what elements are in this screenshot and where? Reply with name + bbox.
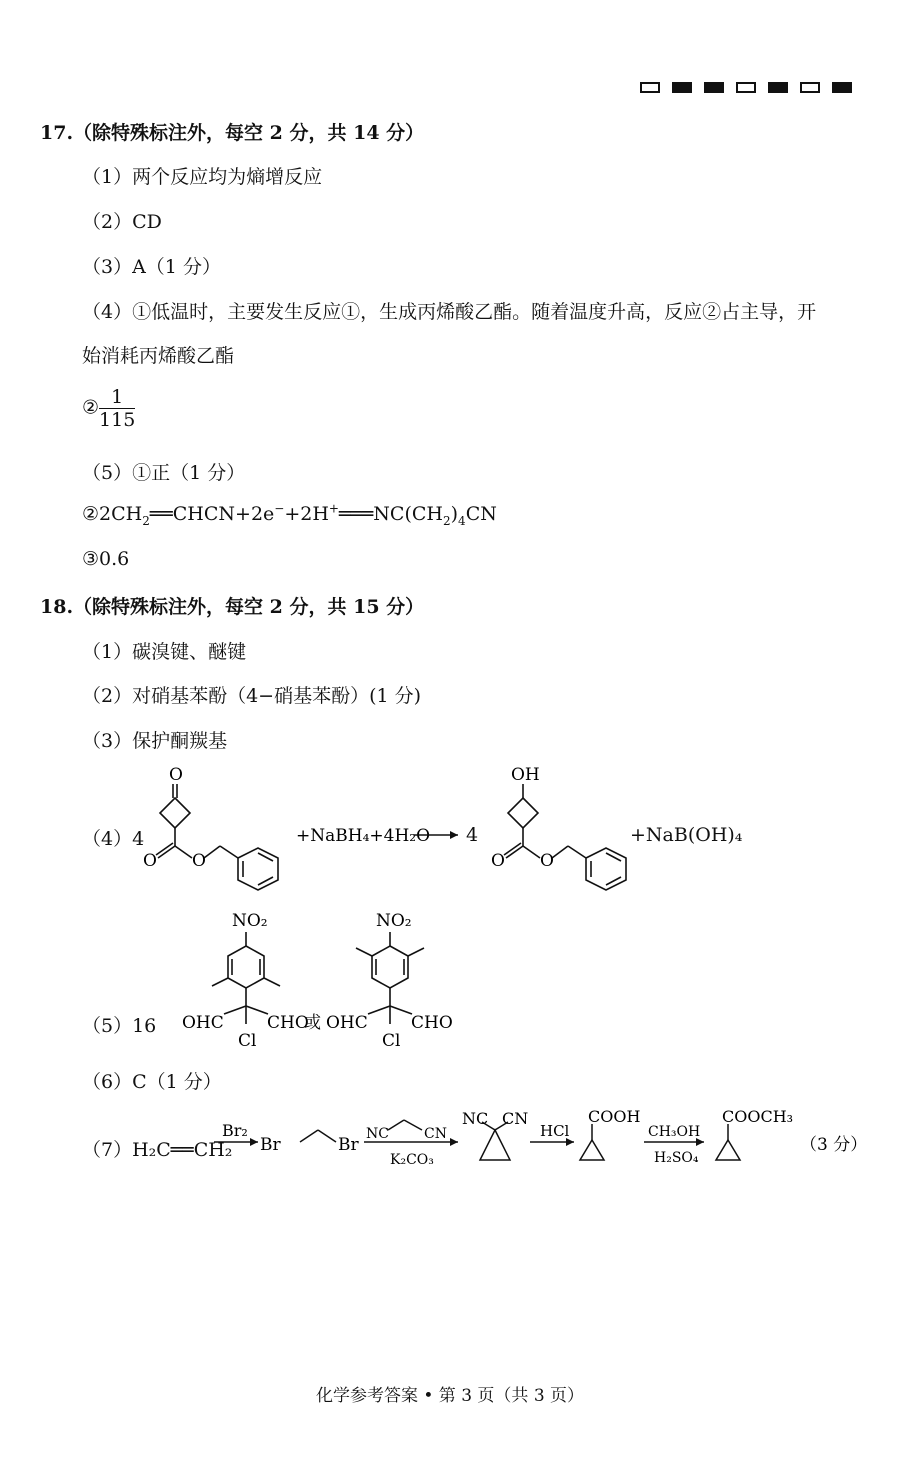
q18-answer-3: （3）保护酮羰基 bbox=[82, 730, 228, 752]
ketone-o-label: O bbox=[169, 765, 183, 785]
bromine-label: Br bbox=[260, 1135, 281, 1155]
q17-answer-3: （3）A（1 分） bbox=[82, 256, 221, 278]
reagent-hcl: HCl bbox=[540, 1122, 570, 1140]
ester-o-label: O bbox=[192, 851, 206, 871]
reagent-malononitrile-cn: CN bbox=[424, 1126, 447, 1142]
nitro-label: NO₂ bbox=[376, 911, 412, 931]
ester-label: COOCH₃ bbox=[722, 1107, 794, 1126]
q17-answer-5-2: $②2CH_2══CHCN+2e^-+2H^+═══NC(CH_2)_4CN$ bbox=[82, 501, 497, 528]
aldehyde-label: CHO bbox=[267, 1013, 309, 1033]
isomer-structures bbox=[176, 900, 472, 1060]
ester-o-label: O bbox=[143, 851, 157, 871]
q18-answer-5-label: （5）16 bbox=[82, 1015, 157, 1037]
ester-o-label: O bbox=[491, 851, 505, 871]
score-label: （3 分） bbox=[800, 1135, 868, 1155]
aldehyde-label: CHO bbox=[411, 1013, 453, 1033]
mark-empty bbox=[640, 82, 660, 93]
fraction-numerator: 1 bbox=[99, 386, 135, 409]
q17-answer-4-2 bbox=[82, 386, 135, 431]
page-footer: 化学参考答案 • 第 3 页（共 3 页） bbox=[315, 1386, 585, 1406]
cyano-label: CN bbox=[502, 1109, 529, 1128]
q17-answer-2: （2）CD bbox=[82, 211, 162, 233]
alcohol-structure bbox=[478, 762, 638, 892]
product-coefficient: 4 bbox=[466, 824, 479, 846]
chloro-label: Cl bbox=[382, 1031, 401, 1051]
mark-filled bbox=[768, 82, 788, 93]
q18-answer-4-label: （4）4 bbox=[82, 828, 145, 850]
bromine-label: Br bbox=[338, 1135, 359, 1155]
reagent-k2co3: K₂CO₃ bbox=[390, 1152, 434, 1168]
fraction bbox=[99, 386, 135, 431]
q18-title: 18.（除特殊标注外，每空 2 分，共 15 分） bbox=[40, 596, 425, 618]
carboxyl-label: COOH bbox=[588, 1107, 641, 1126]
q18-answer-7-label: （7）H₂C══CH₂ bbox=[82, 1139, 233, 1161]
mark-empty bbox=[800, 82, 820, 93]
q17-answer-5-1: （5）①正（1 分） bbox=[82, 462, 246, 484]
reagent-arrow bbox=[296, 822, 466, 848]
mark-filled bbox=[672, 82, 692, 93]
q17-answer-1: （1）两个反应均为熵增反应 bbox=[82, 166, 323, 188]
ketone-structure bbox=[130, 762, 290, 892]
hydroxyl-label: OH bbox=[511, 765, 540, 785]
aldehyde-label: OHC bbox=[182, 1013, 224, 1033]
q17-answer-4-line1: （4）①低温时，主要发生反应①，生成丙烯酸乙酯。随着温度升高，反应②占主导，开 bbox=[82, 301, 817, 323]
mark-filled bbox=[704, 82, 724, 93]
q17-title: 17.（除特殊标注外，每空 2 分，共 14 分） bbox=[40, 122, 425, 144]
reagent-br2: Br₂ bbox=[222, 1121, 248, 1140]
byproduct: +NaB(OH)₄ bbox=[630, 824, 743, 846]
cyano-label: NC bbox=[462, 1109, 489, 1128]
chloro-label: Cl bbox=[238, 1031, 257, 1051]
q18-answer-6: （6）C（1 分） bbox=[82, 1071, 222, 1093]
reagent-methanol: CH₃OH bbox=[648, 1124, 701, 1140]
circle-2-label: ② bbox=[82, 396, 100, 419]
mark-filled bbox=[832, 82, 852, 93]
q17-answer-5-3: ③0.6 bbox=[82, 548, 130, 570]
header-marks bbox=[640, 82, 864, 104]
synthesis-route bbox=[208, 1100, 868, 1180]
reagent-sulfuric-acid: H₂SO₄ bbox=[654, 1150, 699, 1166]
reagents: +NaBH₄+4H₂O bbox=[296, 826, 431, 846]
q17-answer-4-line2: 始消耗丙烯酸乙酯 bbox=[82, 345, 235, 367]
aldehyde-label: OHC bbox=[326, 1013, 368, 1033]
mark-empty bbox=[736, 82, 756, 93]
or-label: 或 bbox=[304, 1013, 321, 1033]
q18-answer-1: （1）碳溴键、醚键 bbox=[82, 641, 247, 663]
reagent-malononitrile-nc: NC bbox=[366, 1126, 389, 1142]
ester-o-label: O bbox=[540, 851, 554, 871]
q18-answer-2: （2）对硝基苯酚（4−硝基苯酚）(1 分) bbox=[82, 685, 422, 707]
nitro-label: NO₂ bbox=[232, 911, 268, 931]
fraction-denominator: 115 bbox=[99, 409, 136, 431]
